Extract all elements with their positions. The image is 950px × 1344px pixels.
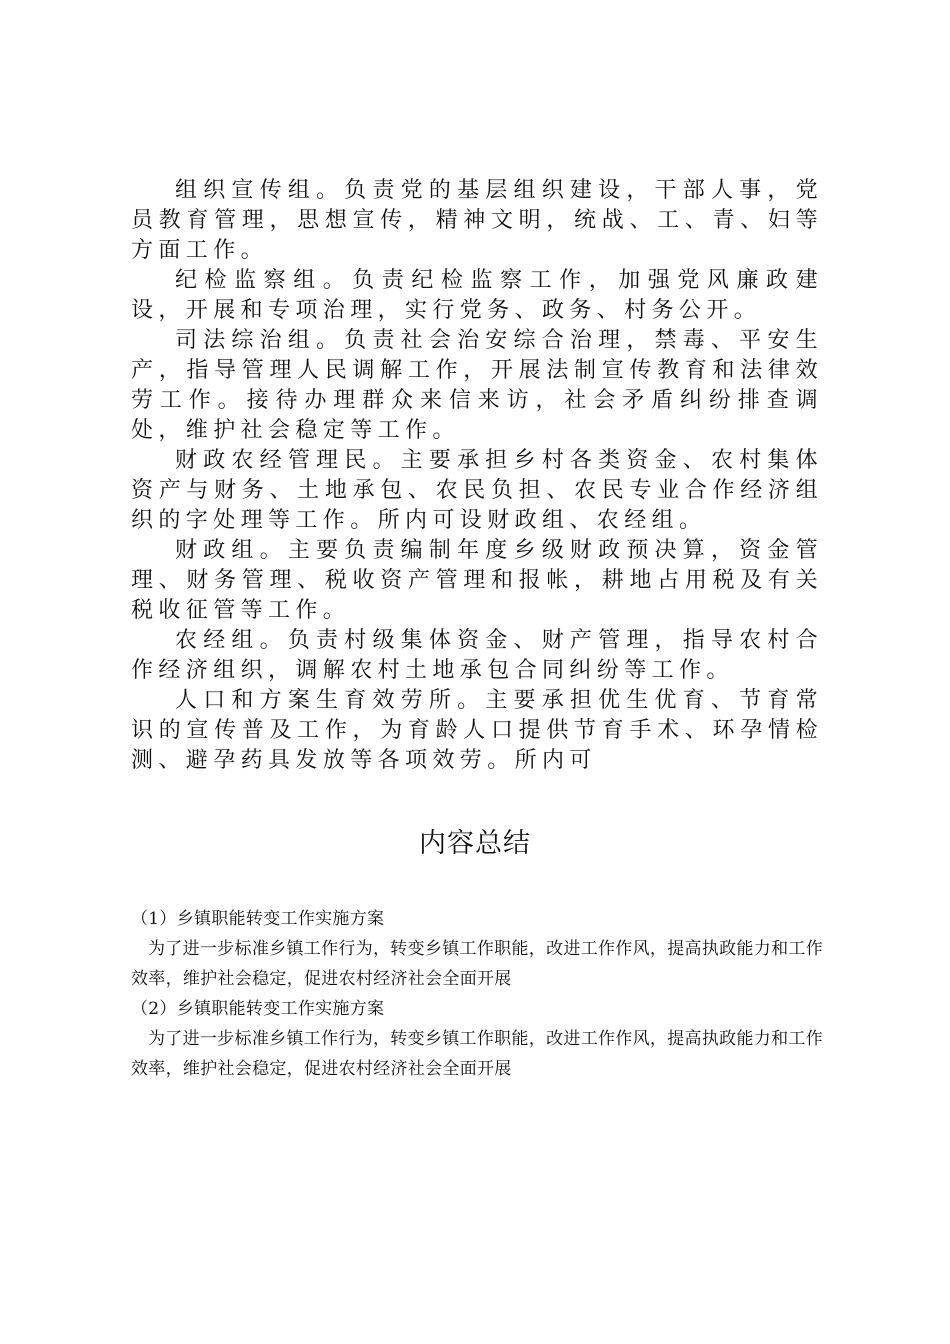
summary-item-1-heading: （1）乡镇职能转变工作实施方案 [131, 909, 385, 929]
paragraph-agri-economy-group: 农经组。负责村级集体资金、财产管理，指导农村合作经济组织，调解农村土地承包合同纠纷等工作。 [131, 628, 823, 683]
body-section-top [131, 176, 823, 266]
summary-item-2-heading: （2）乡镇职能转变工作实施方案 [131, 999, 385, 1019]
paragraph-finance-group: 财政组。主要负责编制年度乡级财政预决算，资金管理、财务管理、税收资产管理和报帐，耕地占用税及有关税收征管等工作。 [131, 538, 823, 623]
summary-item-1-text: 为了进一步标准乡镇工作行为，转变乡镇工作职能，改进工作作风，提高执政能力和工作效率，维护社会稳定，促进农村经济社会全面开展 [131, 939, 823, 989]
body-section-main [131, 266, 823, 776]
summary-item-2-text: 为了进一步标准乡镇工作行为，转变乡镇工作职能，改进工作作风，提高执政能力和工作效率，维护社会稳定，促进农村经济社会全面开展 [131, 1029, 823, 1079]
summary-section [131, 904, 823, 1084]
paragraph-population-family-planning: 人口和方案生育效劳所。主要承担优生优育、节育常识的宣传普及工作，为育龄人口提供节育手术、环孕情检测、避孕药具发放等各项效劳。所内可 [131, 688, 823, 773]
paragraph-finance-agri-management: 财政农经管理民。主要承担乡村各类资金、农村集体资产与财务、土地承包、农民负担、农民专业合作经济组织的字处理等工作。所内可设财政组、农经组。 [131, 448, 823, 533]
paragraph-discipline-inspection: 纪检监察组。负责纪检监察工作，加强党风廉政建设，开展和专项治理，实行党务、政务、村务公开。 [131, 268, 823, 323]
summary-title: 内容总结 [419, 828, 531, 859]
paragraph-organization-publicity: 组织宣传组。负责党的基层组织建设，干部人事，党员教育管理，思想宣传，精神文明，统战、工、青、妇等方面工作。 [131, 178, 823, 263]
paragraph-judicial-comprehensive: 司法综治组。负责社会治安综合治理，禁毒、平安生产，指导管理人民调解工作，开展法制宣传教育和法律效劳工作。接待办理群众来信来访，社会矛盾纠纷排查调处，维护社会稳定等工作。 [131, 328, 823, 443]
